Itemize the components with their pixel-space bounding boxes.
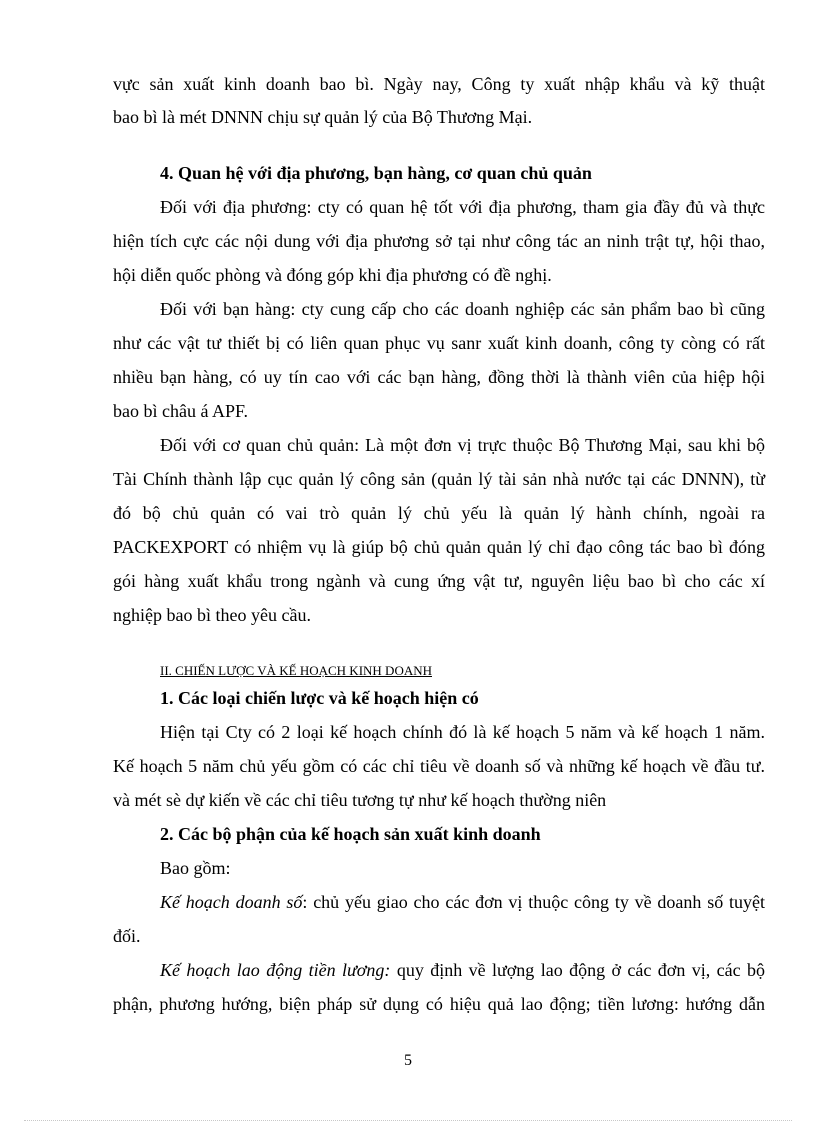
body-line: và mét sè dự kiến về các chỉ tiêu tương tự như kế hoạch thường niên	[113, 790, 607, 810]
body-line: hội diễn quốc phòng và đóng góp khi địa phương có đề nghị.	[113, 265, 552, 285]
subsection-heading: 2. Các bộ phận của kế hoạch sản xuất kinh doanh	[160, 824, 541, 844]
body-line: hiện tích cực các nội dung với địa phương sở tại như công tác an ninh trật tự, hội thao,	[113, 231, 765, 251]
body-line: bao bì châu á APF.	[113, 401, 249, 421]
page-number: 5	[404, 1052, 412, 1069]
term-sales-plan: Kế hoạch doanh số	[160, 892, 303, 912]
body-line: đối.	[113, 926, 141, 946]
body-line: Đối với bạn hàng: cty cung cấp cho các doanh nghiệp các sản phẩm bao bì cũng	[160, 299, 765, 319]
body-line: Đối với địa phương: cty có quan hệ tốt với địa phương, tham gia đầy đủ và thực	[160, 197, 765, 217]
subsection-heading: 1. Các loại chiến lược và kế hoạch hiện có	[160, 688, 479, 708]
page-divider	[24, 1120, 792, 1121]
body-line	[160, 890, 765, 914]
body-line: vực sản xuất kinh doanh bao bì. Ngày nay, Công ty xuất nhập khẩu và kỹ thuật	[113, 74, 765, 94]
body-line: Kế hoạch 5 năm chủ yếu gồm có các chỉ tiêu về doanh số và những kế hoạch về đầu tư.	[113, 756, 765, 776]
body-line: nhiều bạn hàng, có uy tín cao với các bạn hàng, đồng thời là thành viên của hiệp hội	[113, 367, 765, 387]
term-labor-plan: Kế hoạch lao động tiền lương:	[160, 960, 391, 980]
body-line: Bao gồm:	[160, 858, 231, 878]
body-line: Hiện tại Cty có 2 loại kế hoạch chính đó là kế hoạch 5 năm và kế hoạch 1 năm.	[160, 722, 765, 742]
body-line: phận, phương hướng, biện pháp sử dụng có hiệu quả lao động; tiền lương: hướng dẫn	[113, 994, 765, 1014]
body-line: bao bì là mét DNNN chịu sự quản lý của Bộ Thương Mại.	[113, 107, 533, 127]
body-line: nghiệp bao bì theo yêu cầu.	[113, 605, 311, 625]
chapter-heading: II. CHIẾN LƯỢC VÀ KẾ HOẠCH KINH DOANH	[160, 663, 432, 678]
body-line: như các vật tư thiết bị có liên quan phục vụ sanr xuất kinh doanh, công ty còng có rất	[113, 333, 765, 353]
body-line: Đối với cơ quan chủ quản: Là một đơn vị trực thuộc Bộ Thương Mại, sau khi bộ	[160, 435, 765, 455]
body-line	[160, 958, 765, 982]
term-labor-plan-text: quy định về lượng lao động ở các đơn vị, các bộ	[390, 960, 765, 980]
body-line: PACKEXPORT có nhiệm vụ là giúp bộ chủ quản quản lý chỉ đạo công tác bao bì đóng	[113, 537, 765, 557]
term-sales-plan-text: : chủ yếu giao cho các đơn vị thuộc công ty về doanh số tuyệt	[302, 892, 765, 912]
body-line: Tài Chính thành lập cục quản lý công sản (quản lý tài sản nhà nước tại các DNNN), từ	[113, 469, 765, 489]
body-line: đó bộ chủ quản có vai trò quản lý chủ yếu là quản lý hành chính, ngoài ra	[113, 503, 765, 523]
section-heading: 4. Quan hệ với địa phương, bạn hàng, cơ quan chủ quản	[160, 163, 592, 183]
body-line: gói hàng xuất khẩu trong ngành và cung ứng vật tư, nguyên liệu bao bì cho các xí	[113, 571, 765, 591]
